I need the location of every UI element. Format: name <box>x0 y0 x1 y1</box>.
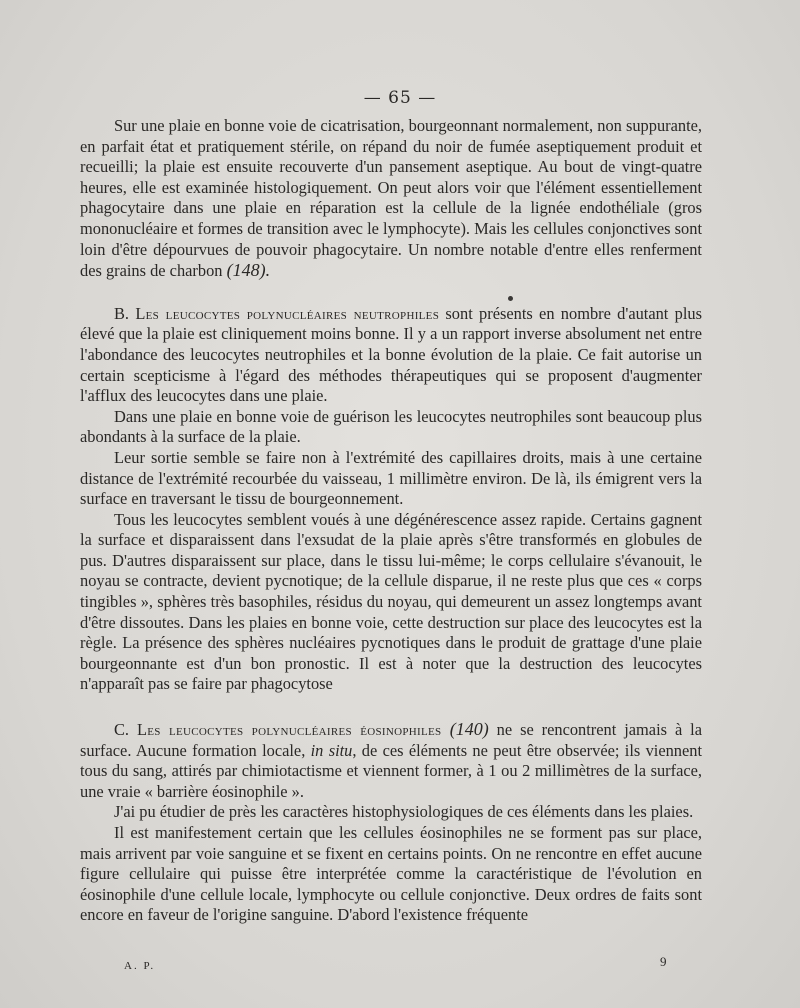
section-c-paragraph <box>80 719 702 802</box>
body-text <box>80 116 702 926</box>
section-b-label: B. <box>114 303 136 323</box>
section-c-title: Les leucocytes polynucléaires éosinophiles <box>136 720 442 740</box>
paragraph-surface: Dans une plaie en bonne voie de guérison les leucocytes neutrophiles sont beaucoup plus abondants à la surface de la plaie. <box>80 406 702 447</box>
reference-140: (140) <box>441 719 489 740</box>
reference-148: (148). <box>226 260 271 281</box>
paragraph-origine-sanguine: Il est manifestement certain que les cellules éosinophiles ne se forment pas sur place, mais arrivent par voie sanguine et se fixent en certains points. On ne rencontre en effet aucune figure cellulaire qui puisse être interprétée comme la caractéristique de l'évolution en éosinophile d'une cellule locale, lymphocyte ou cellule conjonctive. Deux ordres de faits sont encore en faveur de l'origine sanguine. D'abord l'existence fréquente <box>80 823 702 925</box>
printer-signature: A. P. <box>124 960 156 972</box>
section-b-title: Les leucocytes polynucléaires neutrophiles <box>135 303 440 323</box>
sheet-number: 9 <box>660 954 667 969</box>
section-c-text-1: ne se rencontrent jamais à la surface. Aucune formation locale, <box>80 720 702 760</box>
paragraph-intro-text: Sur une plaie en bonne voie de cicatrisation, bourgeonnant normalement, non suppurante, en parfait état et pratiquement stérile, on répand du noir de fumée aseptiquement produit et recueilli; la plaie est ensuite recouverte d'un pansement aseptique. Au bout de vingt-quatre heures, elle est examinée histologiquement. On peut alors voir que l'élément essentiellement phagocytaire dans une plaie en réparation est la cellule de la lignée endothéliale (gros mononucléaire et formes de transition avec le lymphocyte). Mais les cellules conjonctives sont loin d'être dépourvues de pouvoir phagocytaire. Un nombre notable d'entre elles renferment des grains de charbon <box>80 116 702 281</box>
page-number: — 65 — <box>363 88 437 108</box>
paragraph-histophysiologie: J'ai pu étudier de près les caractères histophysiologiques de ces éléments dans les plaies. <box>114 802 694 822</box>
section-c-label: C. <box>114 720 137 740</box>
section-b-paragraph <box>80 304 702 407</box>
section-c-text-2: , de ces éléments ne peut être observée; ils viennent tous du sang, attirés par chimiotactisme et viennent former, à 1 ou 2 millimètres de la surface, une vraie « barrière éosinophile ». <box>80 740 703 801</box>
paragraph-sortie: Leur sortie semble se faire non à l'extrémité des capillaires droits, mais à une certaine distance de l'extrémité recourbée du vaisseau, 1 millimètre environ. De là, ils émigrent vers la surface en traversant le tissu de bourgeonnement. <box>80 447 702 509</box>
in-situ-term: in situ <box>310 740 353 760</box>
ink-dot <box>508 296 513 301</box>
paragraph-degenerescence: Tous les leucocytes semblent voués à une dégénérescence assez rapide. Certains gagnent la surface et disparaissent dans l'exsudat de la plaie après s'être transformés en globules de pus. D'autres disparaissent sur place, dans le tissu lui-même; le corps cellulaire s'évanouit, le noyau se contracte, devient pycnotique; de la cellule disparue, il ne reste plus que ces « corps tingibles », sphères très basophiles, résidus du noyau, qui demeurent un assez longtemps avant d'être dissoutes. Dans les plaies en bonne voie, cette destruction sur place des leucocytes est la règle. La présence des sphères nucléaires pycnotiques dans le produit de grattage d'une plaie bourgeonnante est d'un bon pronostic. Il est à noter que la destruction des leucocytes n'apparaît pas se faire par phagocytose <box>80 509 702 694</box>
section-b-text: sont présents en nombre d'autant plus élevé que la plaie est cliniquement moins bonne. Il y a un rapport inverse absolument net entre l'abondance des leucocytes neutrophiles et la bonne évolution de la plaie. Ce fait autorise un certain scepticisme à l'égard des méthodes thérapeutiques qui se proposent d'augmenter l'afflux des leucocytes dans une plaie. <box>80 303 702 406</box>
paragraph-intro <box>80 116 702 282</box>
